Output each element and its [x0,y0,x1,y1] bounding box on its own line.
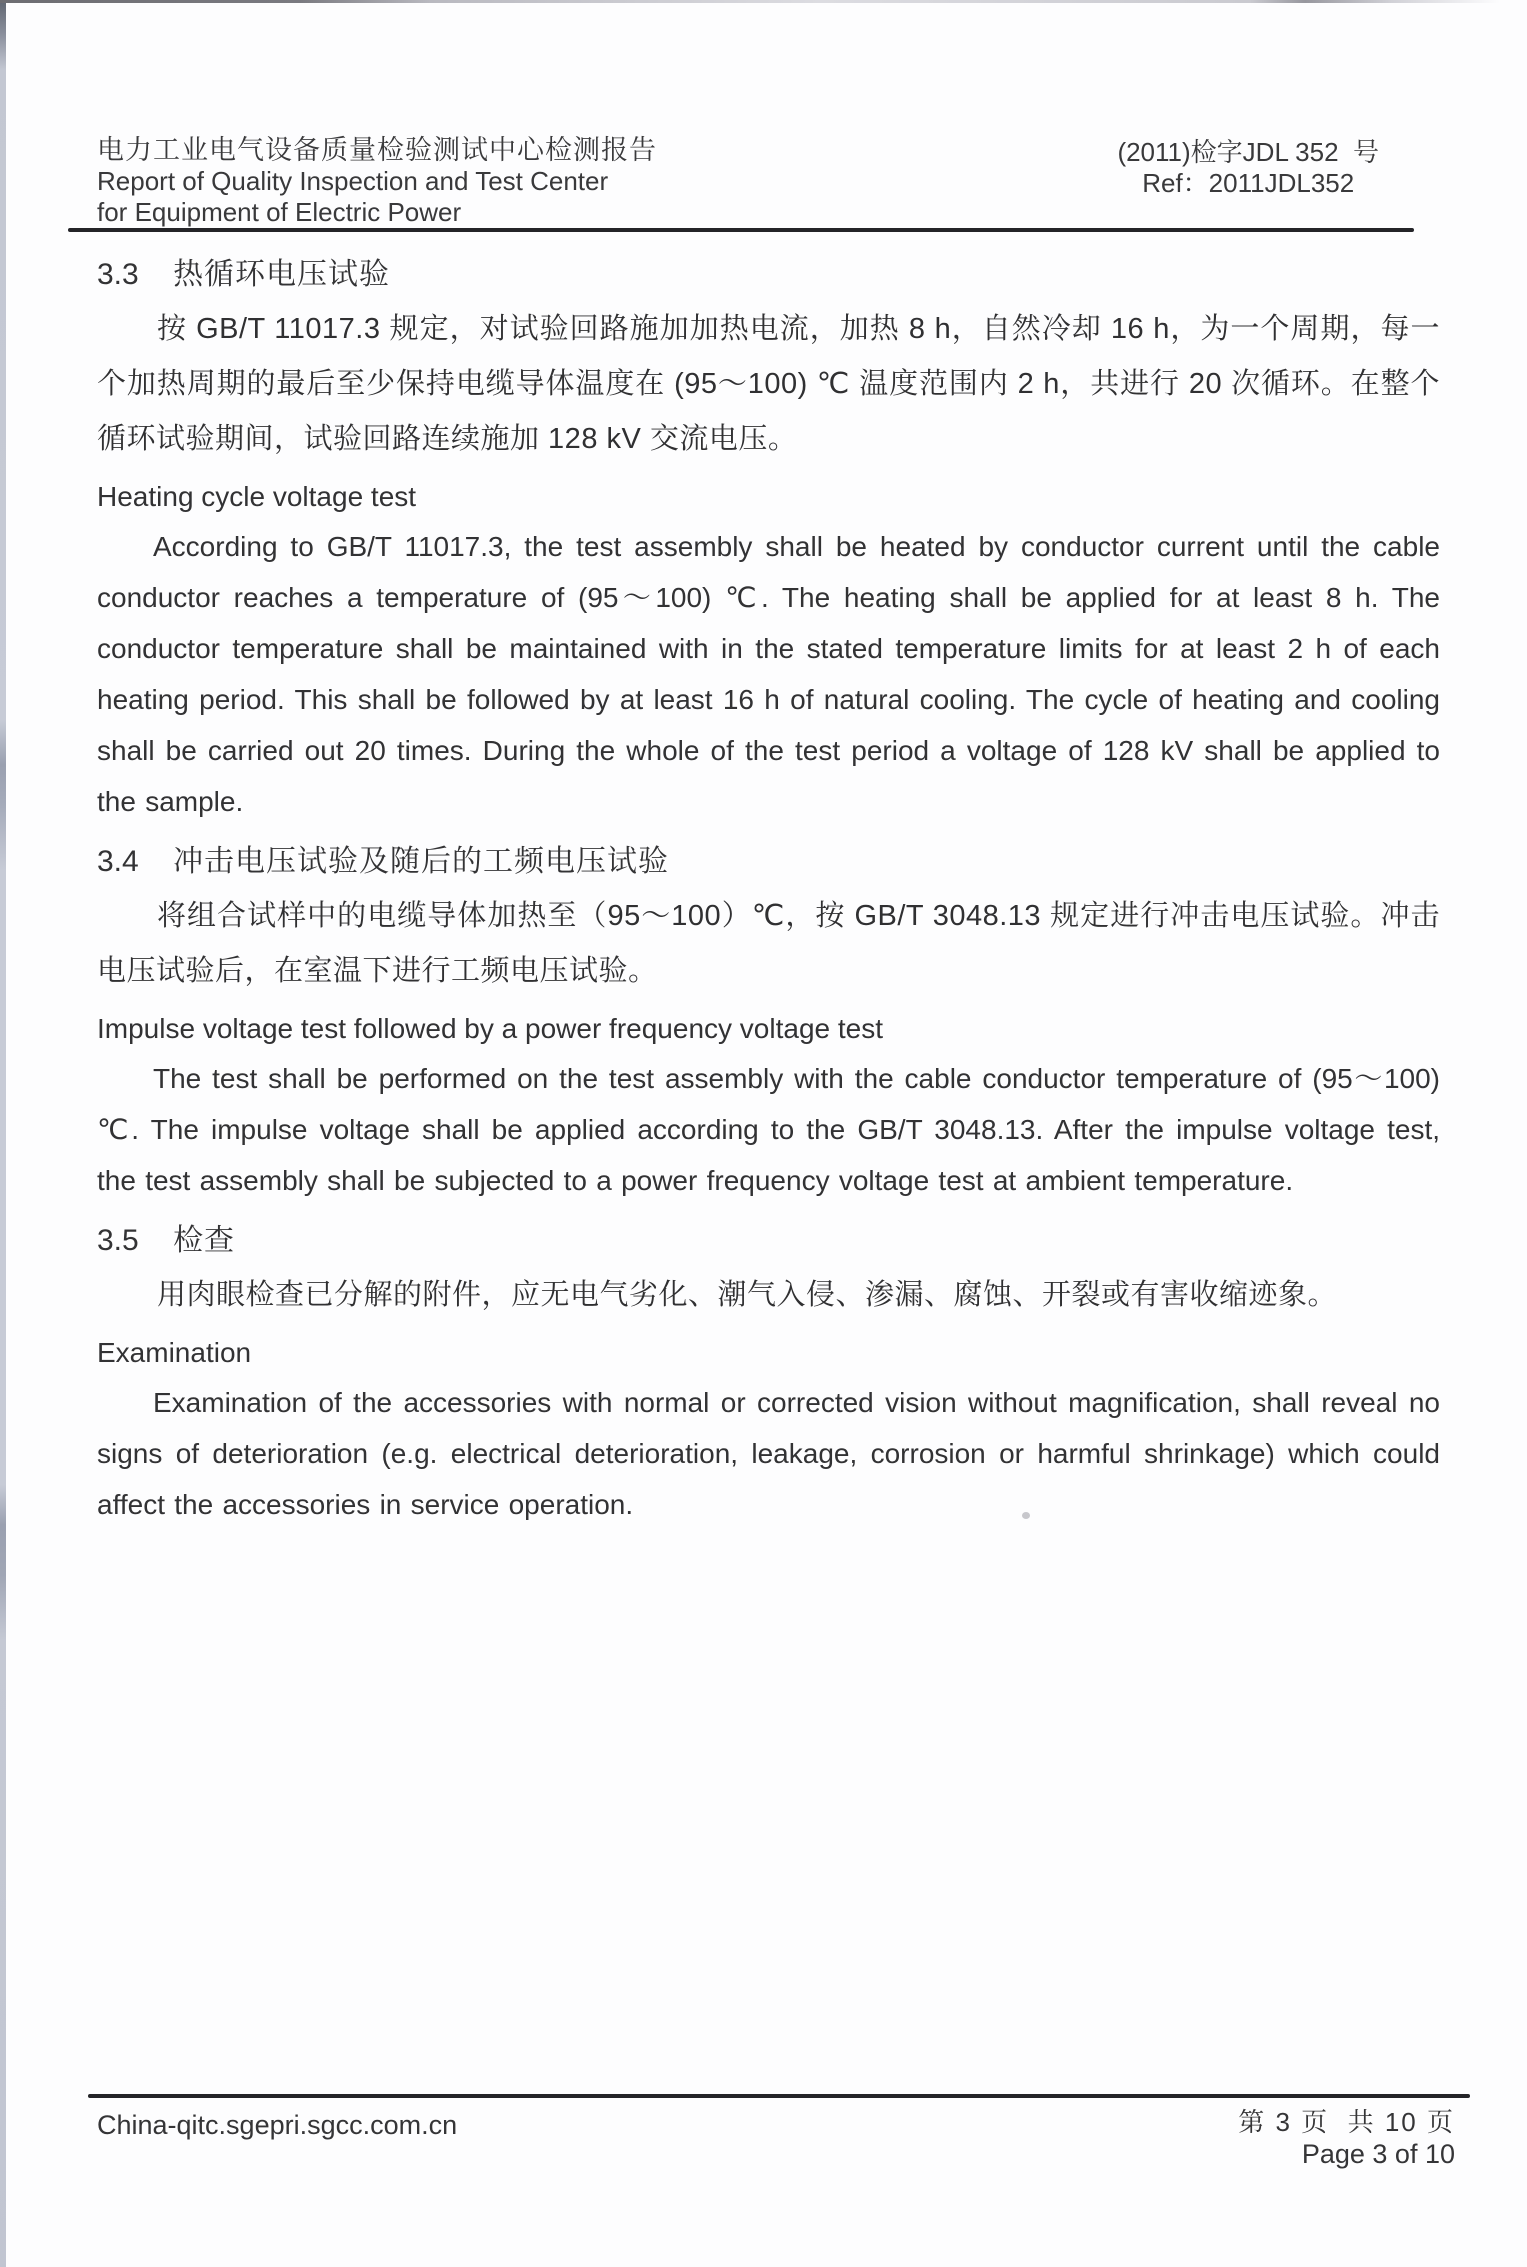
section-title-cn: 检查 [173,1224,236,1257]
section-examination [97,1220,1440,1530]
page-number-block [1238,2106,1455,2170]
section-heading-cn [97,1220,1440,1262]
report-footer [97,2106,1455,2170]
issuer-title-cn: 电力工业电气设备质量检验测试中心检测报告 [97,135,657,165]
section-paragraph-cn: 用肉眼检查已分解的附件，应无电气劣化、潮气入侵、渗漏、腐蚀、开裂或有害收缩迹象。 [157,1279,1338,1311]
scan-top-edge-artifact [0,0,1527,3]
section-paragraph-en: According to GB/T 11017.3, the test assembly shall be heated by conductor current until the cable conductor reaches a temperature of (95～100) ℃. The heating shall be applied for at least 8 h. The conductor temperature shall be maintained with in the stated temperature limits for at least 2 h of each heating period. This shall be followed by at least 16 h of natural cooling. The cycle of heating and cooling shall be carried out 20 times. During the whole of the test period a voltage of 128 kV shall be applied to the sample. [97,531,1440,817]
section-heading-en: Heating cycle voltage test [97,481,417,512]
section-heading-cn [97,841,1440,883]
section-number: 3.4 [97,845,139,878]
section-heading-en: Impulse voltage test followed by a power frequency voltage test [97,1013,883,1044]
scan-speck-artifact [1022,1512,1030,1519]
issuer-title-en-line2: for Equipment of Electric Power [97,197,462,227]
section-paragraph-en: The test shall be performed on the test assembly with the cable conductor temperature of (95～100) ℃. The impulse voltage shall be applied according to the GB/T 3048.13. After the impulse voltage test, the test assembly shall be subjected to a power frequency voltage test at ambient temperature. [97,1063,1440,1196]
page-number-en: Page 3 of 10 [1301,2139,1455,2169]
issuer-block [97,134,657,228]
report-reference-block [1117,136,1379,199]
report-body [97,240,1440,1536]
section-number: 3.5 [97,1224,139,1257]
section-paragraph-cn: 将组合试样中的电缆导体加热至（95～100）℃，按 GB/T 3048.13 规定进行冲击电压试验。冲击电压试验后，在室温下进行工频电压试验。 [97,900,1440,987]
section-heading-cn [97,254,1440,296]
report-header [97,134,1467,228]
section-heading-en: Examination [97,1337,252,1368]
issuer-title-en-line1: Report of Quality Inspection and Test Center [97,166,609,196]
footer-divider-line [88,2094,1470,2098]
page-number-cn: 第 3 页 共 10 页 [1238,2107,1455,2137]
footer-website: China-qitc.sgepri.sgcc.com.cn [97,2110,458,2140]
section-paragraph-en: Examination of the accessories with normal or corrected vision without magnification, shall reveal no signs of deterioration (e.g. electrical deterioration, leakage, corrosion or harmful shrinkage) which could affect the accessories in service operation. [97,1387,1440,1520]
section-impulse-voltage-test [97,841,1440,1206]
report-ref-cn: (2011)检字JDL 352 号 [1117,137,1379,167]
section-title-cn: 冲击电压试验及随后的工频电压试验 [173,845,670,878]
section-paragraph-cn: 按 GB/T 11017.3 规定，对试验回路施加加热电流，加热 8 h，自然冷却 16 h，为一个周期，每一个加热周期的最后至少保持电缆导体温度在 (95～100) ℃ 温度范围内 2 h，共进行 20 次循环。在整个循环试验期间，试验回路连续施加 128 kV 交流电压。 [97,313,1440,455]
scan-edge-artifact [0,0,6,2267]
section-number: 3.3 [97,258,139,291]
report-ref-en: Ref：2011JDL352 [1142,168,1355,198]
header-divider-line [68,228,1414,232]
section-heating-cycle-voltage-test [97,254,1440,827]
section-title-cn: 热循环电压试验 [173,258,391,291]
